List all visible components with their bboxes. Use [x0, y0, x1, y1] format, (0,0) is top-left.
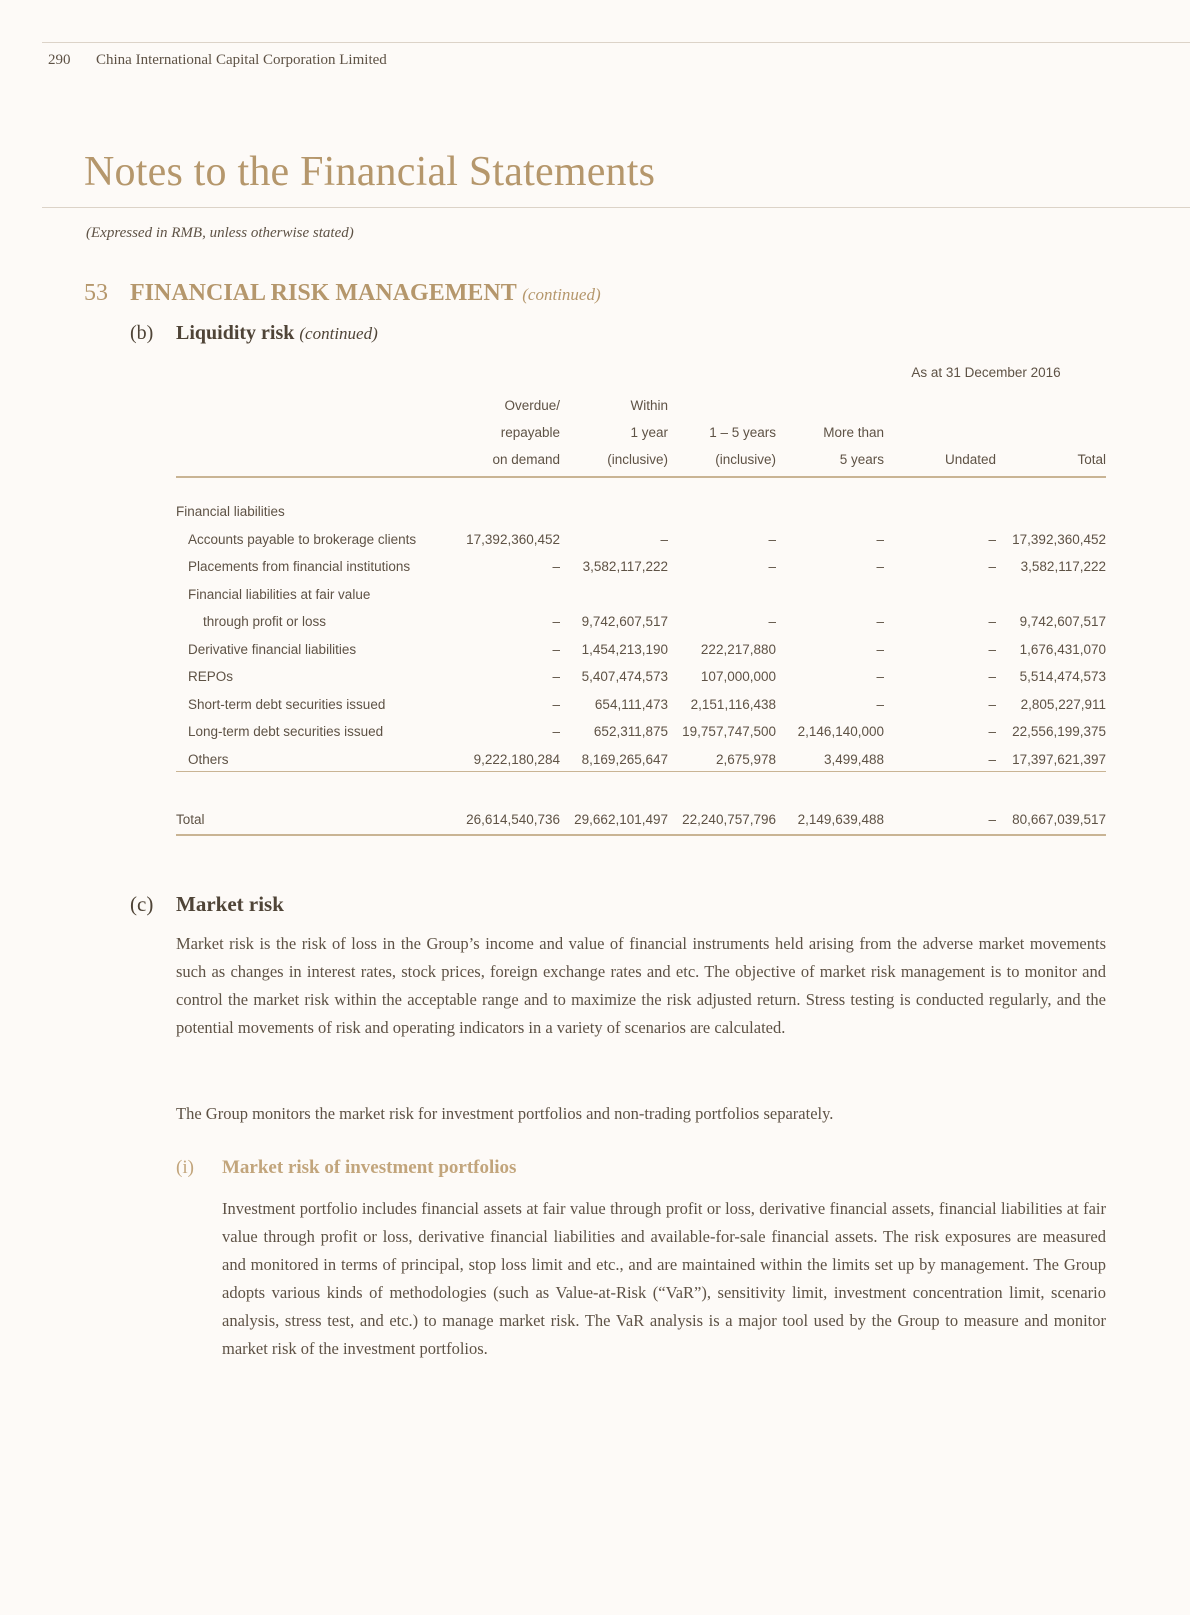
market-risk-paragraph: Market risk is the risk of loss in the Group’s income and value of financial instruments held arising from the adverse market movements such as changes in interest rates, stock prices, foreign exchange rates and etc. The objective of market risk management is to monitor and control the market risk within the acceptable range and to maximize the risk adjusted return. Stress testing is conducted regularly, and the potential movements of risk and operating indicators in a variety of scenarios are calculated. — [176, 934, 1106, 1037]
row-label: Accounts payable to brokerage clients — [188, 531, 417, 547]
group-label-row — [176, 498, 1106, 525]
col-header-within-1-year: Within 1 year (inclusive) — [607, 398, 668, 467]
row-label: through profit or loss — [203, 614, 327, 629]
subsection-b-label: (b) — [130, 322, 154, 344]
table-cell: 5,514,474,573 — [1019, 669, 1106, 684]
total-cell: – — [988, 812, 996, 827]
table-cell: 1,676,431,070 — [1019, 641, 1106, 657]
table-cell: 9,742,607,517 — [1019, 614, 1106, 629]
total-rule-line — [176, 834, 1106, 836]
section-heading — [84, 280, 601, 307]
table-cell: – — [768, 614, 776, 629]
table-cell: 9,222,180,284 — [473, 751, 560, 767]
table-cell: – — [552, 724, 560, 739]
row-label: Short-term debt securities issued — [188, 696, 386, 712]
row-label: Financial liabilities at fair value — [188, 586, 371, 602]
table-cell: 652,311,875 — [593, 724, 668, 739]
total-row — [176, 806, 1106, 833]
table-cell: – — [876, 669, 884, 684]
table-cell: – — [988, 559, 996, 574]
table-row — [176, 608, 1106, 635]
table-cell: 17,392,360,452 — [1012, 531, 1106, 547]
section-number: 53 — [84, 280, 108, 306]
col-header-total: Total — [1077, 452, 1106, 467]
row-label: Long-term debt securities issued — [188, 724, 384, 739]
title-rule — [42, 207, 1190, 208]
table-cell: 17,392,360,452 — [466, 531, 560, 547]
header-rule — [42, 42, 1190, 43]
section-title: FINANCIAL RISK MANAGEMENT — [130, 280, 517, 306]
subsection-b-heading — [130, 322, 378, 345]
col-header-1-5-years: 1 – 5 years (inclusive) — [709, 425, 776, 467]
table-cell: – — [988, 751, 996, 767]
table-cell: 22,556,199,375 — [1012, 724, 1106, 739]
table-cell: – — [552, 696, 560, 712]
page-title: Notes to the Financial Statements — [84, 149, 656, 195]
investment-portfolio-paragraph: Investment portfolio includes financial assets at fair value through profit or loss, derivative financial assets, financial liabilities at fair value through profit or loss, derivative financial liabilities and available-for-sale financial assets. The risk exposures are measured and monitored in terms of principal, stop loss limit and etc., and are maintained within the limits set up by management. The Group adopts various kinds of methodologies (such as Value-at-Risk (“VaR”), sensitivity limit, investment concentration limit, scenario analysis, stress test, and etc.) to manage market risk. The VaR analysis is a major tool used by the Group to measure and monitor market risk of the investment portfolios. — [222, 1199, 1106, 1358]
subsection-i-title: Market risk of investment portfolios — [222, 1157, 517, 1178]
table-cell: 9,742,607,517 — [581, 614, 668, 629]
subtotal-rule-line — [176, 771, 1106, 772]
total-cell: 26,614,540,736 — [466, 812, 560, 827]
table-row — [176, 746, 1106, 773]
row-label: Others — [188, 751, 229, 767]
market-risk-monitoring-paragraph: The Group monitors the market risk for investment portfolios and non-trading portfolios separately. — [176, 1104, 834, 1123]
table-cell: – — [552, 641, 560, 657]
table-row — [176, 636, 1106, 663]
col-header-undated: Undated — [944, 452, 996, 467]
table-row — [176, 691, 1106, 718]
table-cell: – — [876, 614, 884, 629]
subsection-i-label: (i) — [176, 1157, 194, 1178]
table-period: As at 31 December 2016 — [911, 365, 1061, 380]
expressed-note: (Expressed in RMB, unless otherwise stated) — [86, 225, 354, 241]
col-header-more-than-5-years: More than 5 years — [823, 425, 884, 467]
table-cell: 3,582,117,222 — [582, 559, 668, 574]
company-name: China International Capital Corporation Limited — [96, 52, 387, 68]
table-cell: 107,000,000 — [700, 669, 776, 684]
total-cell: 2,149,639,488 — [797, 812, 884, 827]
row-label: Placements from financial institutions — [188, 559, 411, 574]
table-cell: 654,111,473 — [594, 696, 668, 712]
table-cell: – — [876, 641, 884, 657]
page-number: 290 — [48, 52, 71, 68]
subsection-c-title: Market risk — [176, 892, 284, 916]
total-cell: 29,662,101,497 — [574, 812, 668, 827]
table-cell: – — [552, 669, 560, 684]
table-row — [176, 718, 1106, 745]
total-cell: 22,240,757,796 — [682, 812, 776, 827]
table-cell: 2,675,978 — [715, 751, 776, 767]
table-cell: – — [876, 696, 884, 712]
table-cell: – — [876, 531, 884, 547]
table-cell: 3,582,117,222 — [1020, 559, 1106, 574]
total-cell: 80,667,039,517 — [1012, 812, 1106, 827]
row-label: Derivative financial liabilities — [188, 641, 357, 657]
table-cell: 19,757,747,500 — [682, 724, 776, 739]
running-head — [48, 52, 387, 69]
table-cell: – — [768, 559, 776, 574]
table-row-label-line — [176, 581, 1106, 608]
table-cell: – — [876, 559, 884, 574]
table-row — [176, 663, 1106, 690]
table-cell: – — [660, 531, 668, 547]
subsection-c-label: (c) — [130, 892, 154, 916]
table-cell: 8,169,265,647 — [581, 751, 668, 767]
table-cell: – — [988, 669, 996, 684]
table-cell: – — [552, 559, 560, 574]
subsection-b-continued: (continued) — [299, 324, 378, 343]
table-cell: – — [988, 696, 996, 712]
table-cell: – — [988, 641, 996, 657]
header-rule-line — [176, 476, 1106, 478]
table-cell: 222,217,880 — [700, 641, 776, 657]
table-header — [176, 392, 1106, 467]
row-label: REPOs — [188, 669, 234, 684]
total-label: Total — [176, 812, 205, 827]
section-continued: (continued) — [522, 285, 601, 304]
table-cell: 2,151,116,438 — [690, 696, 776, 712]
subsection-b-title: Liquidity risk — [176, 322, 295, 344]
table-cell: 5,407,474,573 — [581, 669, 668, 684]
col-header-overdue: Overdue/ repayable on demand — [492, 398, 560, 467]
table-cell: – — [988, 614, 996, 629]
table-cell: – — [988, 531, 996, 547]
table-cell: 17,397,621,397 — [1012, 751, 1106, 767]
table-cell: 2,805,227,911 — [1020, 696, 1106, 712]
table-cell: 2,146,140,000 — [797, 724, 884, 739]
table-cell: – — [552, 614, 560, 629]
table-row — [176, 526, 1106, 553]
table-row — [176, 553, 1106, 580]
subsection-c-heading — [130, 892, 284, 917]
table-cell: 1,454,213,190 — [581, 641, 668, 657]
table-cell: – — [768, 531, 776, 547]
group-label: Financial liabilities — [176, 504, 285, 519]
table-cell: 3,499,488 — [823, 751, 884, 767]
subsection-i-heading — [176, 1157, 516, 1179]
table-cell: – — [988, 724, 996, 739]
